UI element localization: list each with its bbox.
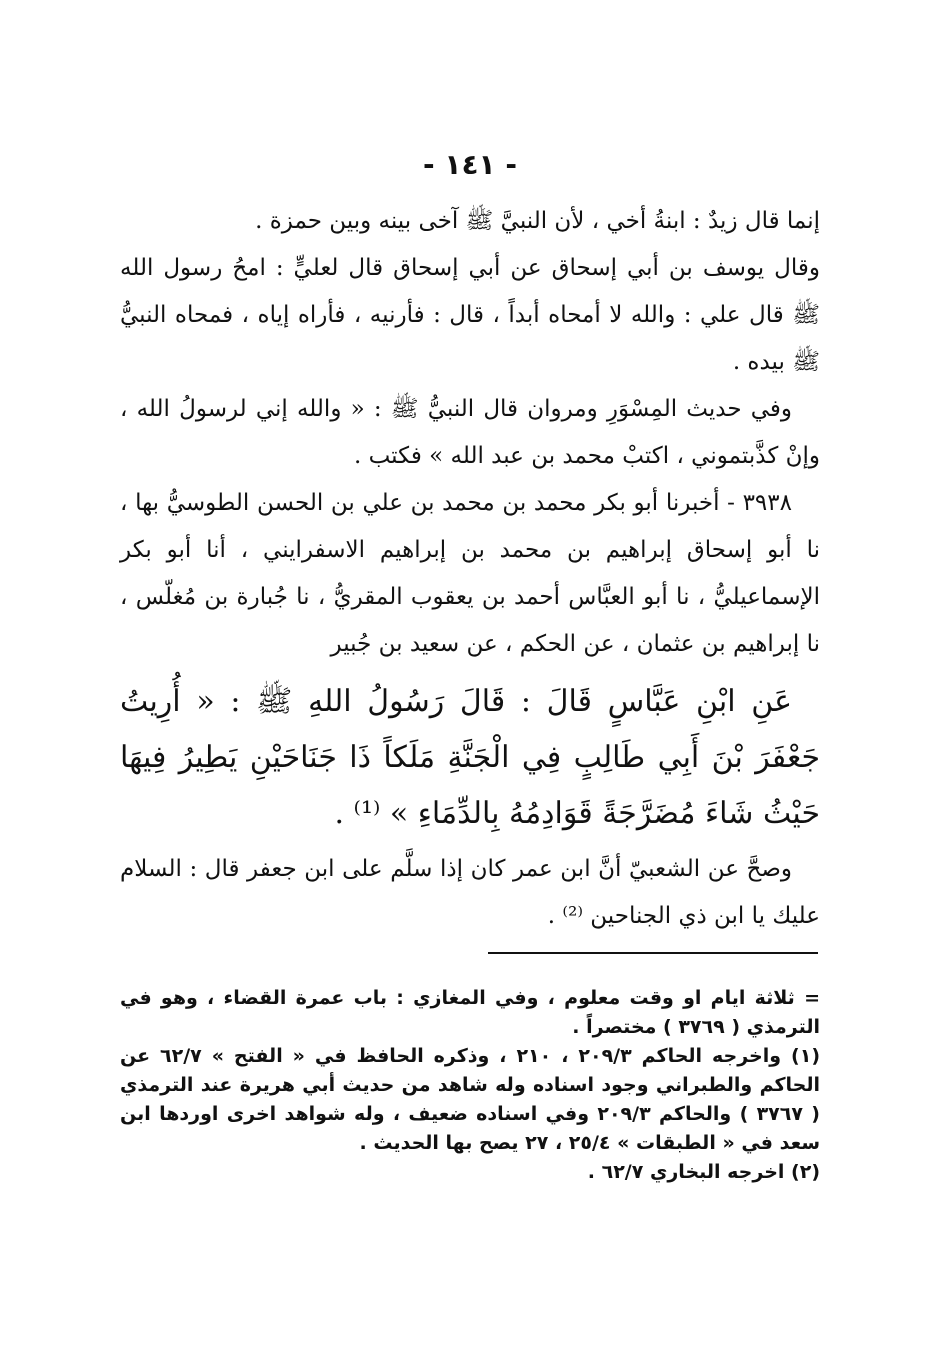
footnote-continuation: = ثلاثة ايام او وقت معلوم ، وفي المغازي : باب عمرة القضاء ، وهو في الترمذي ( ٣٧٦٩ ) مختصراً . xyxy=(120,987,820,1038)
paragraph-zayd: إنما قال زيدٌ : ابنةُ أخي ، لأن النبيَّ ﷺ آخى بينه وبين حمزة . xyxy=(255,208,820,234)
footnote-2: (٢) اخرجه البخاري ٦٢/٧ . xyxy=(587,1161,820,1183)
paragraph-shabi: وصحَّ عن الشعبيّ أنَّ ابن عمر كان إذا سلَّم على ابن جعفر قال : السلام عليك يا ابن ذي الجناحين ⁽²⁾ . xyxy=(120,856,820,929)
paragraph-yusuf: وقال يوسف بن أبي إسحاق عن أبي إسحاق قال لعليٍّ : امحُ رسول الله ﷺ قال علي : والله لا أمحاه أبداً ، قال : فأرنيه ، فأراه إياه ، فمحاه النبيُّ ﷺ بيده . xyxy=(120,255,820,375)
paragraph-isnad-3938: ٣٩٣٨ - أخبرنا أبو بكر محمد بن محمد بن علي بن الحسن الطوسيُّ بها ، نا أبو إسحاق إبراهيم بن محمد بن إبراهيم الاسفرايني ، أنا أبو بكر الإسماعيليُّ ، نا أبو العبَّاس أحمد بن يعقوب المقريُّ ، نا جُبارة بن مُغلّس ، نا إبراهيم بن عثمان ، عن الحكم ، عن سعيد بن جُبير xyxy=(120,490,820,657)
page-number: - ١٤١ - xyxy=(422,148,518,181)
main-text xyxy=(120,198,820,940)
footnote-separator xyxy=(488,952,818,954)
hadith-text: عَنِ ابْنِ عَبَّاسٍ قَالَ : قَالَ رَسُولُ اللهِ ﷺ : « أُرِيتُ جَعْفَرَ بْنَ أَبِي طَالِبٍ فِي الْجَنَّةِ مَلَكاً ذَا جَنَاحَيْنِ يَطِيرُ فِيهَا حَيْثُ شَاءَ مُضَرَّجَةً قَوَادِمُهُ بِالدِّمَاءِ » ⁽¹⁾ . xyxy=(120,684,820,831)
paragraph-miswar: وفي حديث المِسْوَرِ ومروان قال النبيُّ ﷺ : « والله إني لرسولُ الله ، وإنْ كذَّبتموني ، اكتبْ محمد بن عبد الله » فكتب . xyxy=(120,396,820,469)
footnotes xyxy=(120,984,820,1187)
footnote-1: (١) واخرجه الحاكم ٢٠٩/٣ ، ٢١٠ ، وذكره الحافظ في « الفتح » ٦٢/٧ عن الحاكم والطبراني وجود اسناده وله شاهد من حديث أبي هريرة عند الترمذي ( ٣٧٦٧ ) والحاكم ٢٠٩/٣ وفي اسناده ضعيف ، وله شواهد اخرى اوردها ابن سعد في « الطبقات » ٢٥/٤ ، ٢٧ يصح بها الحديث . xyxy=(120,1045,820,1154)
